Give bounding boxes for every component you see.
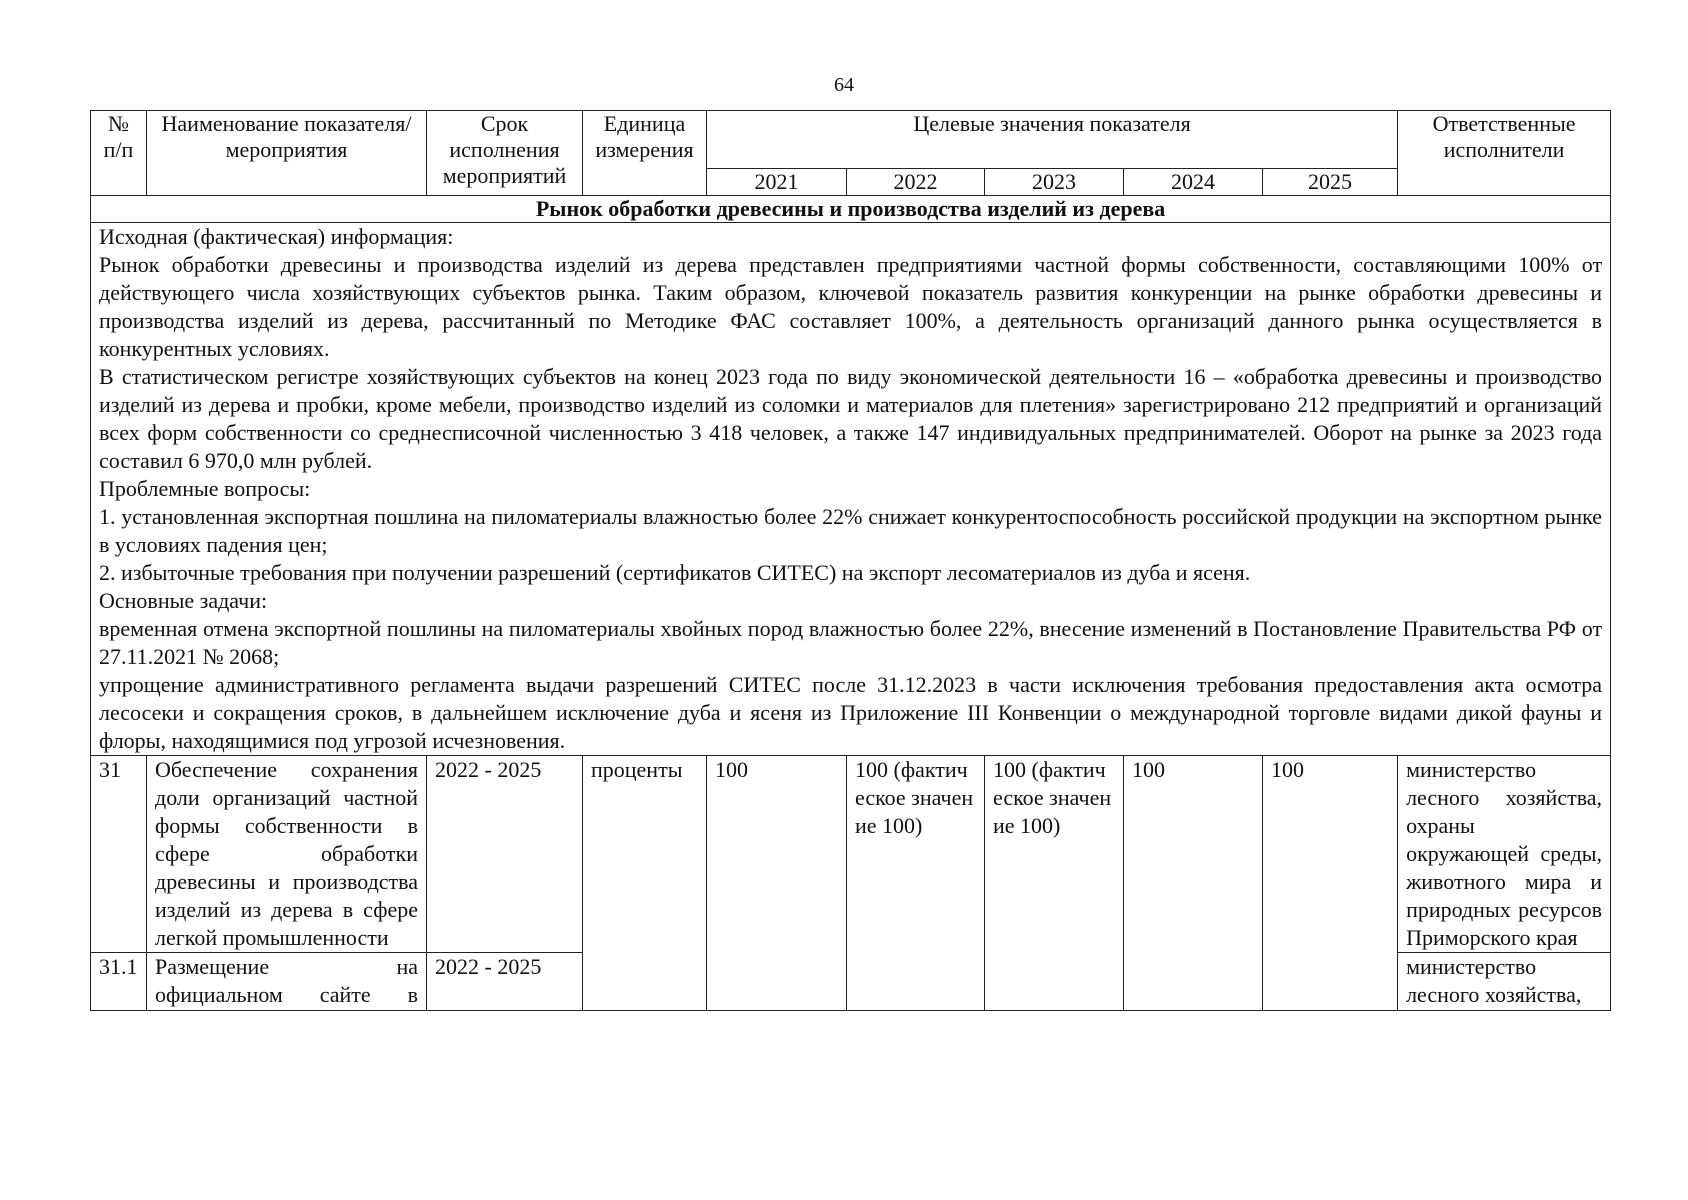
row-num: 31 <box>91 756 147 953</box>
info-heading-tasks: Основные задачи: <box>99 588 268 613</box>
year-2025: 2025 <box>1263 169 1398 196</box>
row-term: 2022 - 2025 <box>427 953 583 1011</box>
header-targets: Целевые значения показателя <box>707 111 1398 169</box>
info-task-1: временная отмена экспортной пошлины на пиломатериалы хвойных пород влажностью более 22%, внесение изменений в Постановление Правительства РФ от 27.11.2021 № 2068; <box>99 616 1603 669</box>
header-name: Наименование показателя/мероприятия <box>147 111 427 196</box>
row-term: 2022 - 2025 <box>427 756 583 953</box>
row-name: Размещение на официальном сайте в <box>147 953 427 1011</box>
info-heading-source: Исходная (фактическая) информация: <box>99 224 454 249</box>
row-responsible: министерство лесного хозяйства, охраны окружающей среды, животного мира и природных ресурсов Приморского края <box>1398 756 1611 953</box>
page-number: 64 <box>834 74 854 96</box>
info-task-2: упрощение административного регламента выдачи разрешений СИТЕС после 31.12.2023 в части исключения требования предоставления акта осмотра лесосеки и сокращения сроков, в дальнейшем исключение дуба и ясеня из Приложение III Конвенции о международной торговле видами дикой фауны и флоры, находящимися под угрозой исчезновения. <box>99 672 1603 753</box>
table-header-row <box>91 111 1611 169</box>
header-term: Срок исполнения мероприятий <box>427 111 583 196</box>
indicators-table <box>90 110 1611 1011</box>
row-unit: проценты <box>583 756 707 1011</box>
year-2022: 2022 <box>847 169 985 196</box>
header-responsible: Ответственные исполнители <box>1398 111 1611 196</box>
row-num: 31.1 <box>91 953 147 1011</box>
row-value-2022: 100 (фактическое значение 100) <box>847 756 985 1011</box>
table-row <box>91 756 1611 953</box>
section-title-row <box>91 196 1611 223</box>
info-heading-problems: Проблемные вопросы: <box>99 476 311 501</box>
header-unit: Единица измерения <box>583 111 707 196</box>
year-2023: 2023 <box>985 169 1124 196</box>
info-paragraph-statistics: В статистическом регистре хозяйствующих субъектов на конец 2023 года по виду экономической деятельности 16 – «обработка древесины и производство изделий из дерева и пробки, кроме мебели, производство изделий из соломки и материалов для плетения» зарегистрировано 212 предприятий и организаций всех форм собственности со среднесписочной численностью 3 418 человек, а также 147 индивидуальных предпринимателей. Оборот на рынке за 2023 года составил 6 970,0 млн рублей. <box>99 364 1603 473</box>
year-2024: 2024 <box>1124 169 1263 196</box>
row-value-2025: 100 <box>1263 756 1398 1011</box>
info-row <box>91 223 1611 756</box>
section-title: Рынок обработки древесины и производства изделий из дерева <box>91 196 1611 223</box>
info-problem-2: 2. избыточные требования при получении разрешений (сертификатов СИТЕС) на экспорт лесоматериалов из дуба и ясеня. <box>99 560 1251 585</box>
row-name: Обеспечение сохранения доли организаций частной формы собственности в сфере обработки древесины и производства изделий из дерева в сфере легкой промышленности <box>147 756 427 953</box>
header-num: № п/п <box>91 111 147 196</box>
row-value-2024: 100 <box>1124 756 1263 1011</box>
row-value-2023: 100 (фактическое значение 100) <box>985 756 1124 1011</box>
row-responsible: министерство лесного хозяйства, <box>1398 953 1611 1011</box>
info-paragraph-market: Рынок обработки древесины и производства изделий из дерева представлен предприятиями частной формы собственности, составляющими 100% от действующего числа хозяйствующих субъектов рынка. Таким образом, ключевой показатель развития конкуренции на рынке обработки древесины и производства изделий из дерева, рассчитанный по Методике ФАС составляет 100%, а деятельность организаций данного рынка осуществляется в конкурентных условиях. <box>99 252 1603 361</box>
year-2021: 2021 <box>707 169 847 196</box>
info-problem-1: 1. установленная экспортная пошлина на пиломатериалы влажностью более 22% снижает конкурентоспособность российской продукции на экспортном рынке в условиях падения цен; <box>99 504 1603 557</box>
info-block <box>91 223 1611 756</box>
row-value-2021: 100 <box>707 756 847 1011</box>
